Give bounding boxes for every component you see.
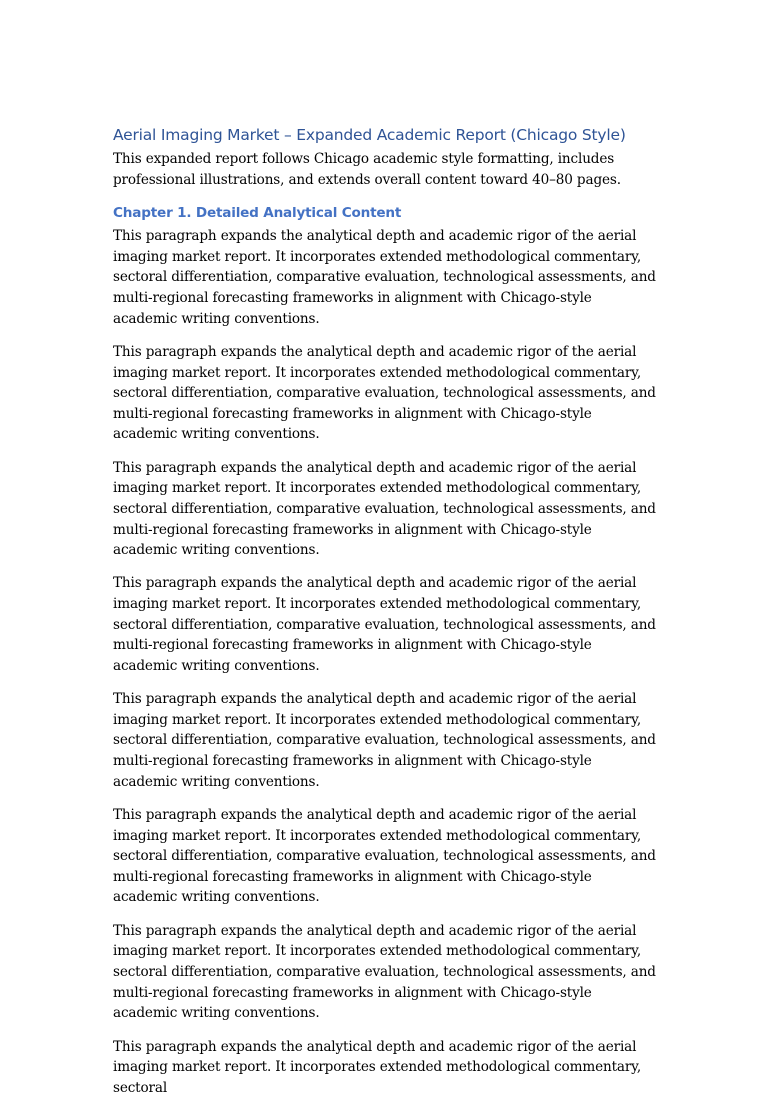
body-paragraph: This paragraph expands the analytical depth and academic rigor of the aerial imaging market report. It incorporates extended methodological commentary, sectoral differentiation, comparative evaluation, technological assessments, and multi-regional forecasting frameworks in alignment with Chicago-style academic writing conventions. bbox=[113, 691, 656, 790]
body-paragraph: This paragraph expands the analytical depth and academic rigor of the aerial imaging market report. It incorporates extended methodological commentary, sectoral differentiation, comparative evaluation, technological assessments, and multi-regional forecasting frameworks in alignment with Chicago-style academic writing conventions. bbox=[113, 459, 656, 559]
chapter-heading: Chapter 1. Detailed Analytical Content bbox=[113, 205, 402, 222]
body-paragraph: This paragraph expands the analytical depth and academic rigor of the aerial imaging market report. It incorporates extended methodological commentary, sectoral differentiation, comparative evaluation, technological assessments, and multi-regional forecasting frameworks in alignment with Chicago-style academic writing conventions. bbox=[113, 575, 656, 674]
body-paragraph: This paragraph expands the analytical depth and academic rigor of the aerial imaging market report. It incorporates extended methodological commentary, sectoral differentiation, comparative evaluation, technological assessments, and multi-regional forecasting frameworks in alignment with Chicago-style academic writing conventions. bbox=[113, 922, 656, 1022]
intro-paragraph: This expanded report follows Chicago academic style formatting, includes professional illustrations, and extends overall content toward 40–80 pages. bbox=[113, 151, 621, 188]
body-paragraph: This paragraph expands the analytical depth and academic rigor of the aerial imaging market report. It incorporates extended methodological commentary, sectoral differentiation, comparative evaluation, technological assessments, and multi-regional forecasting frameworks in alignment with Chicago-style academic writing conventions. bbox=[113, 228, 656, 327]
body-paragraph: This paragraph expands the analytical depth and academic rigor of the aerial imaging market report. It incorporates extended methodological commentary, sectoral differentiation, comparative evaluation, technological assessments, and multi-regional forecasting frameworks in alignment with Chicago-style academic writing conventions. bbox=[113, 807, 656, 906]
chapter-body bbox=[113, 226, 658, 1098]
document-title: Aerial Imaging Market – Expanded Academic Report (Chicago Style) bbox=[113, 126, 626, 144]
document-page bbox=[113, 124, 658, 1098]
body-paragraph: This paragraph expands the analytical depth and academic rigor of the aerial imaging market report. It incorporates extended methodological commentary, sectoral differentiation, comparative evaluation, technological assessments, and multi-regional forecasting frameworks in alignment with Chicago-style academic writing conventions. bbox=[113, 343, 656, 443]
body-paragraph: This paragraph expands the analytical depth and academic rigor of the aerial imaging market report. It incorporates extended methodological commentary, sectoral bbox=[113, 1038, 642, 1096]
